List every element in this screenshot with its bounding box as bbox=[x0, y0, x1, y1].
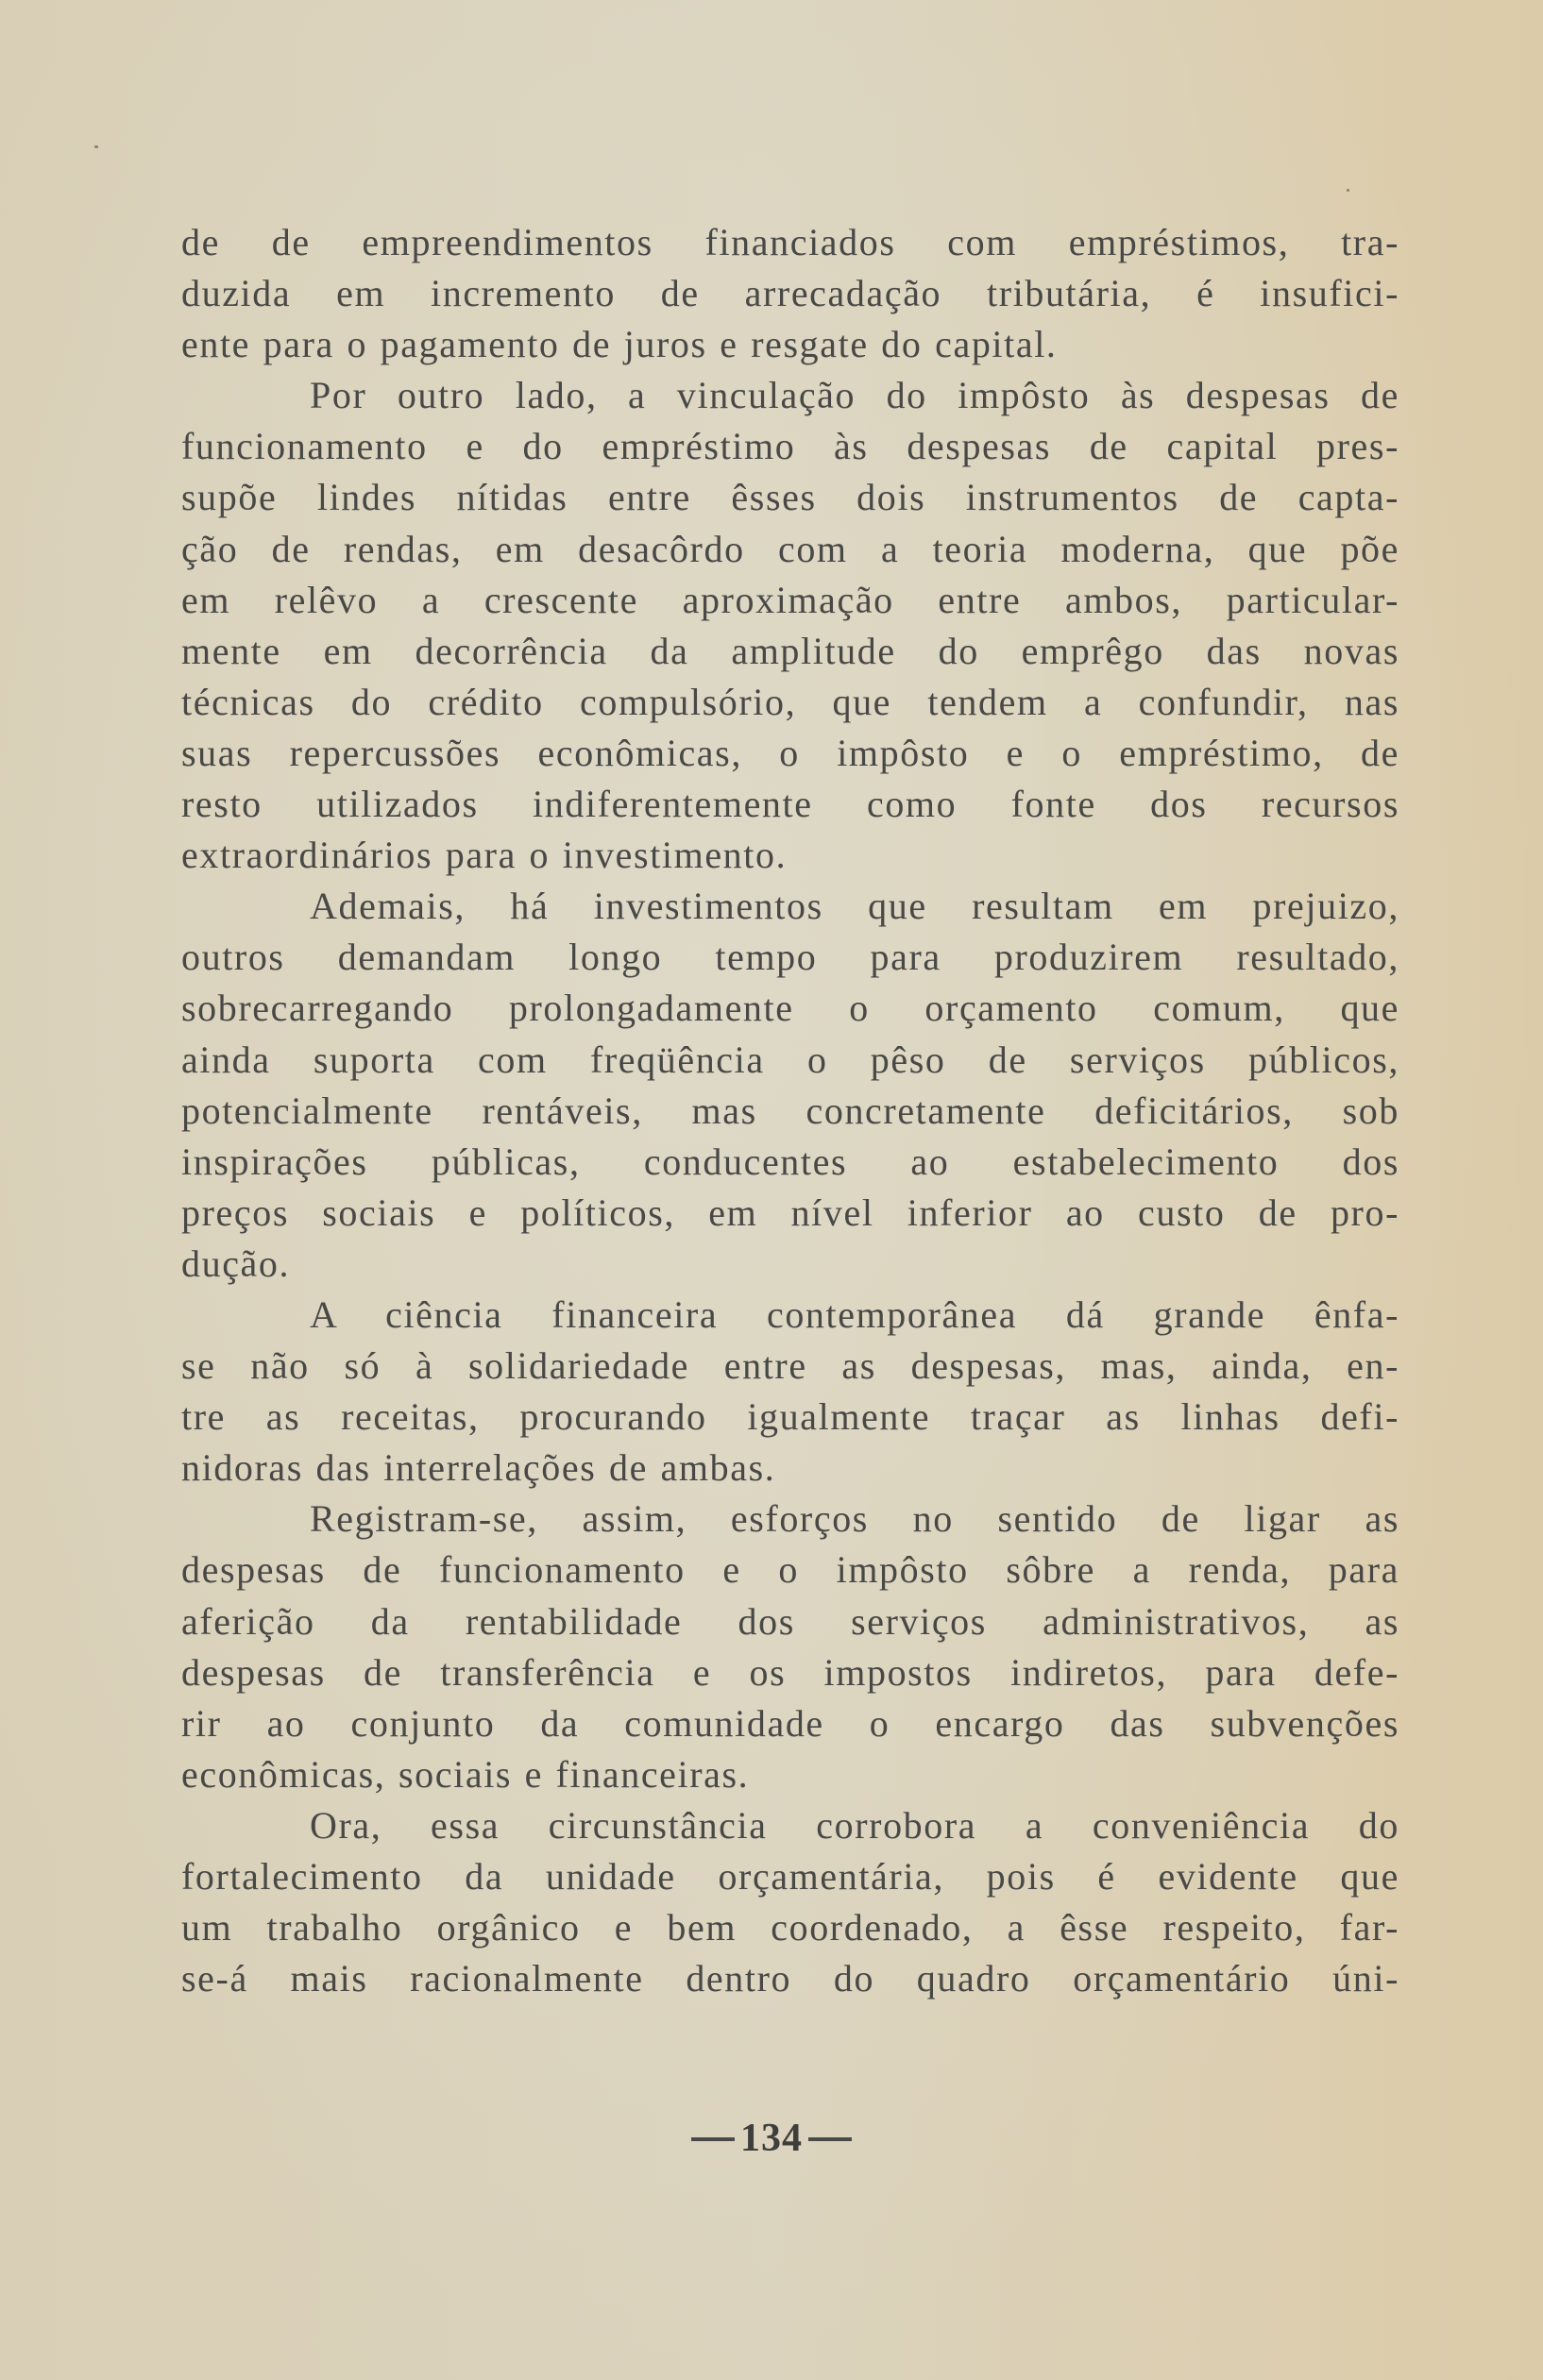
text-line: mente em decorrência da amplitude do emprêgo das novas bbox=[181, 629, 1399, 672]
text-line: extraordinários para o investimento. bbox=[181, 834, 788, 877]
text-line: resto utilizados indiferentemente como fonte dos recursos bbox=[181, 783, 1399, 826]
text-line: A ciência financeira contemporânea dá grande ênfa- bbox=[310, 1292, 1399, 1336]
text-line: Ora, essa circunstância corrobora a conveniência do bbox=[310, 1803, 1399, 1847]
page-number-value: 134 bbox=[740, 2117, 803, 2160]
dash-left bbox=[691, 2137, 735, 2141]
text-line: técnicas do crédito compulsório, que tendem a confundir, nas bbox=[181, 680, 1399, 723]
text-line: aferição da rentabilidade dos serviços administrativos, as bbox=[181, 1599, 1399, 1643]
paragraph bbox=[181, 1494, 1399, 1800]
text-line: potencialmente rentáveis, mas concretamente deficitários, sob bbox=[181, 1089, 1399, 1132]
text-line: dução. bbox=[181, 1241, 291, 1285]
paper-speck-mark bbox=[1347, 189, 1349, 192]
dash-right bbox=[808, 2137, 852, 2141]
text-line: ente para o pagamento de juros e resgate do capital. bbox=[181, 323, 1058, 366]
text-line: despesas de transferência e os impostos indiretos, para defe- bbox=[181, 1650, 1399, 1694]
paragraph bbox=[181, 370, 1399, 881]
text-line: se não só à solidariedade entre as despesas, mas, ainda, en- bbox=[181, 1344, 1399, 1388]
text-line: ção de rendas, em desacôrdo com a teoria moderna, que põe bbox=[181, 527, 1399, 570]
text-line: fortalecimento da unidade orçamentária, pois é evidente que bbox=[181, 1855, 1399, 1898]
paragraph bbox=[181, 1290, 1399, 1494]
text-line: outros demandam longo tempo para produzirem resultado, bbox=[181, 936, 1399, 979]
text-line: em relêvo a crescente aproximação entre ambos, particular- bbox=[181, 578, 1399, 621]
text-line: funcionamento e do empréstimo às despesas de capital pres- bbox=[181, 425, 1399, 468]
text-line: despesas de funcionamento e o impôsto sôbre a renda, para bbox=[181, 1548, 1399, 1592]
text-line: supõe lindes nítidas entre êsses dois instrumentos de capta- bbox=[181, 476, 1399, 519]
text-line: ainda suporta com freqüência o pêso de serviços públicos, bbox=[181, 1038, 1399, 1081]
text-line: sobrecarregando prolongadamente o orçamento comum, que bbox=[181, 987, 1399, 1030]
text-line: inspirações públicas, conducentes ao estabelecimento dos bbox=[181, 1139, 1399, 1183]
text-line: duzida em incremento de arrecadação tributária, é insufici- bbox=[181, 272, 1399, 315]
text-line: Por outro lado, a vinculação do impôsto às despesas de bbox=[310, 374, 1399, 417]
text-line: Registram-se, assim, esforços no sentido de ligar as bbox=[310, 1497, 1399, 1541]
text-line: Ademais, há investimentos que resultam em prejuizo, bbox=[310, 885, 1399, 928]
text-line: nidoras das interrelações de ambas. bbox=[181, 1446, 776, 1490]
text-line: suas repercussões econômicas, o impôsto e o empréstimo, de bbox=[181, 731, 1399, 774]
text-line: se-á mais racionalmente dentro do quadro orçamentário úni- bbox=[181, 1957, 1399, 2000]
text-line: tre as receitas, procurando igualmente traçar as linhas defi- bbox=[181, 1395, 1399, 1439]
paragraph bbox=[181, 217, 1399, 370]
paragraph bbox=[181, 881, 1399, 1290]
text-line: um trabalho orgânico e bem coordenado, a êsse respeito, far- bbox=[181, 1906, 1399, 1950]
paragraph bbox=[181, 1800, 1399, 2004]
text-line: preços sociais e políticos, em nível inferior ao custo de pro- bbox=[181, 1190, 1399, 1234]
text-line: rir ao conjunto da comunidade o encargo das subvenções bbox=[181, 1701, 1399, 1745]
text-line: econômicas, sociais e financeiras. bbox=[181, 1752, 750, 1796]
text-line: de de empreendimentos financiados com empréstimos, tra- bbox=[181, 221, 1399, 263]
paper-speck-mark bbox=[94, 145, 98, 148]
page-number bbox=[0, 2115, 1543, 2162]
body-text bbox=[181, 217, 1399, 2004]
